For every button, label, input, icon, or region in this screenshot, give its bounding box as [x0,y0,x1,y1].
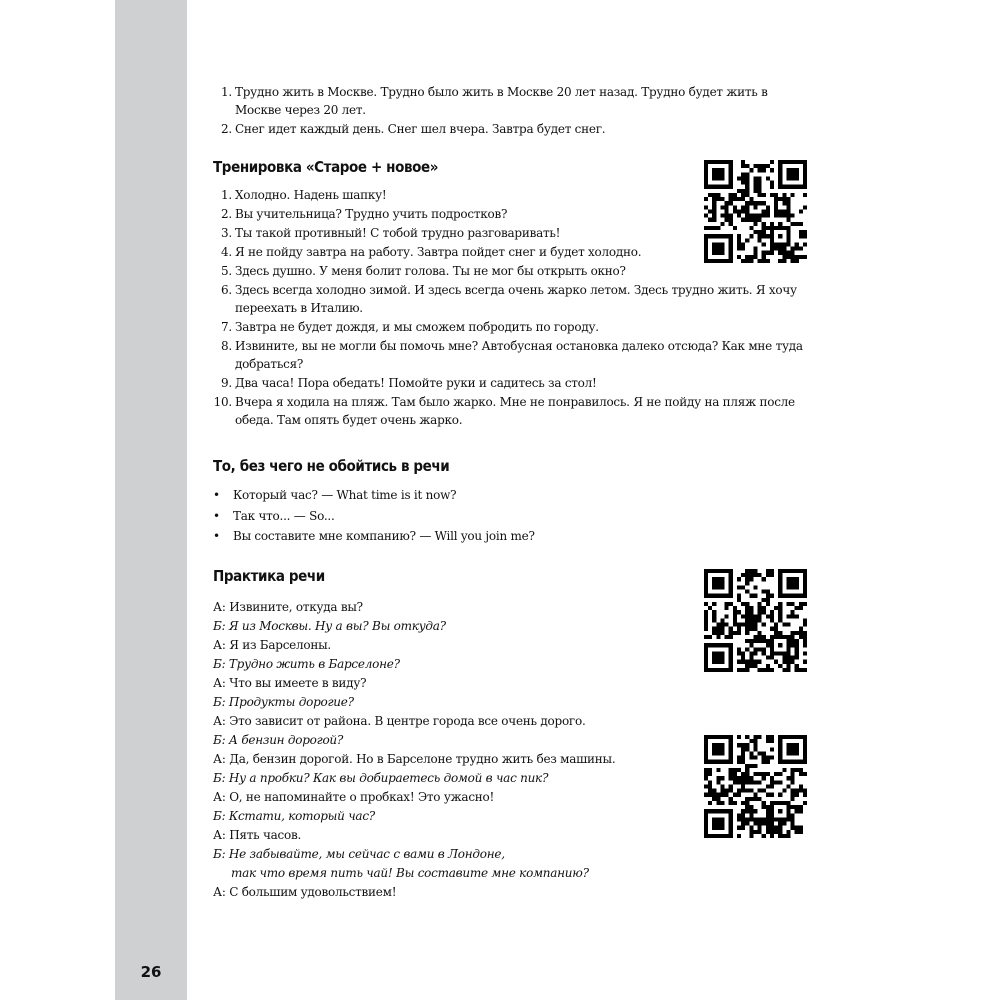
list-item [213,120,813,138]
qr-code-icon[interactable] [704,735,807,838]
practice-heading: Практика речи [213,567,325,585]
dialog-line: Б: Кстати, который час? [213,809,375,823]
list-item-number: 4. [221,245,232,259]
intro-list [213,83,813,138]
list-item-text: Вчера я ходила на пляж. Там было жарко. Мне не понравилось. Я не пойду на пляж после обеда. Там опять будет очень жарко. [235,395,795,427]
list-item [213,374,813,392]
phrase-item [213,507,813,526]
list-item-text: Извините, вы не могли бы помочь мне? Автобусная остановка далеко отсюда? Как мне туда добраться? [235,339,803,371]
bullet-icon: • [213,508,220,523]
list-item-text: Я не пойду завтра на работу. Завтра пойдет снег и будет холодно. [235,245,642,259]
phrase-text: Который час? — What time is it now? [233,488,457,502]
list-item-number: 9. [221,376,232,390]
list-item-number: 2. [221,122,232,136]
dialog-line: Б: Ну а пробки? Как вы добираетесь домой в час пик? [213,771,549,785]
phrases-list [213,486,813,546]
list-item-text: Ты такой противный! С тобой трудно разговаривать! [235,226,561,240]
dialog-line: А: Да, бензин дорогой. Но в Барселоне трудно жить без машины. [213,752,616,766]
list-item-number: 2. [221,207,232,221]
list-item-number: 6. [221,283,232,297]
list-item [213,262,813,280]
dialog-line: Б: Трудно жить в Барселоне? [213,657,400,671]
phrases-heading: То, без чего не обойтись в речи [213,457,450,475]
list-item-number: 1. [221,188,232,202]
list-item-text: Два часа! Пора обедать! Помойте руки и садитесь за стол! [235,376,597,390]
dialog-line: А: Это зависит от района. В центре города все очень дорого. [213,714,586,728]
qr-code-icon[interactable] [704,569,807,672]
qr-code-icon[interactable] [704,160,807,263]
dialog-line: А: Пять часов. [213,828,302,842]
phrase-item [213,486,813,505]
list-item-text: Завтра не будет дождя, и мы сможем побродить по городу. [235,320,599,334]
dialog-line: так что время пить чай! Вы составите мне компанию? [231,866,589,880]
list-item-text: Холодно. Надень шапку! [235,188,387,202]
list-item [213,337,813,373]
dialog-line: Б: А бензин дорогой? [213,733,344,747]
list-item-text: Здесь душно. У меня болит голова. Ты не мог бы открыть окно? [235,264,626,278]
dialog-line: Б: Я из Москвы. Ну а вы? Вы откуда? [213,619,446,633]
list-item [213,83,813,119]
phrase-item [213,527,813,546]
page-margin-strip [115,0,187,1000]
list-item-text: Снег идет каждый день. Снег шел вчера. Завтра будет снег. [235,122,606,136]
list-item-text: Вы учительница? Трудно учить подростков? [235,207,508,221]
list-item-number: 1. [221,85,232,99]
intro-section [213,83,813,139]
dialog-line: А: О, не напоминайте о пробках! Это ужасно! [213,790,495,804]
list-item-text: Здесь всегда холодно зимой. И здесь всегда очень жарко летом. Здесь трудно жить. Я хочу переехать в Италию. [235,283,797,315]
phrase-text: Так что... — So... [233,508,335,523]
list-item-number: 10. [213,395,232,409]
list-item-number: 3. [221,226,232,240]
bullet-icon: • [213,529,220,543]
list-item-number: 5. [221,264,232,278]
page-number: 26 [140,963,162,981]
list-item [213,281,813,317]
training-heading: Тренировка «Старое + новое» [213,158,439,176]
list-item [213,393,813,429]
dialog-line: Б: Продукты дорогие? [213,695,354,709]
dialog-line: Б: Не забывайте, мы сейчас с вами в Лондоне, [213,847,505,861]
phrase-text: Вы составите мне компанию? — Will you join me? [233,529,535,543]
dialog-line: А: С большим удовольствием! [213,885,397,899]
dialog-line: А: Извините, откуда вы? [213,600,363,614]
dialog-line: А: Я из Барселоны. [213,638,331,652]
list-item [213,318,813,336]
dialog-line: А: Что вы имеете в виду? [213,676,367,690]
list-item-text: Трудно жить в Москве. Трудно было жить в Москве 20 лет назад. Трудно будет жить в Москве через 20 лет. [235,85,768,117]
list-item-number: 8. [221,339,232,353]
list-item-number: 7. [221,320,232,334]
phrases-section [213,457,813,548]
bullet-icon: • [213,488,220,502]
